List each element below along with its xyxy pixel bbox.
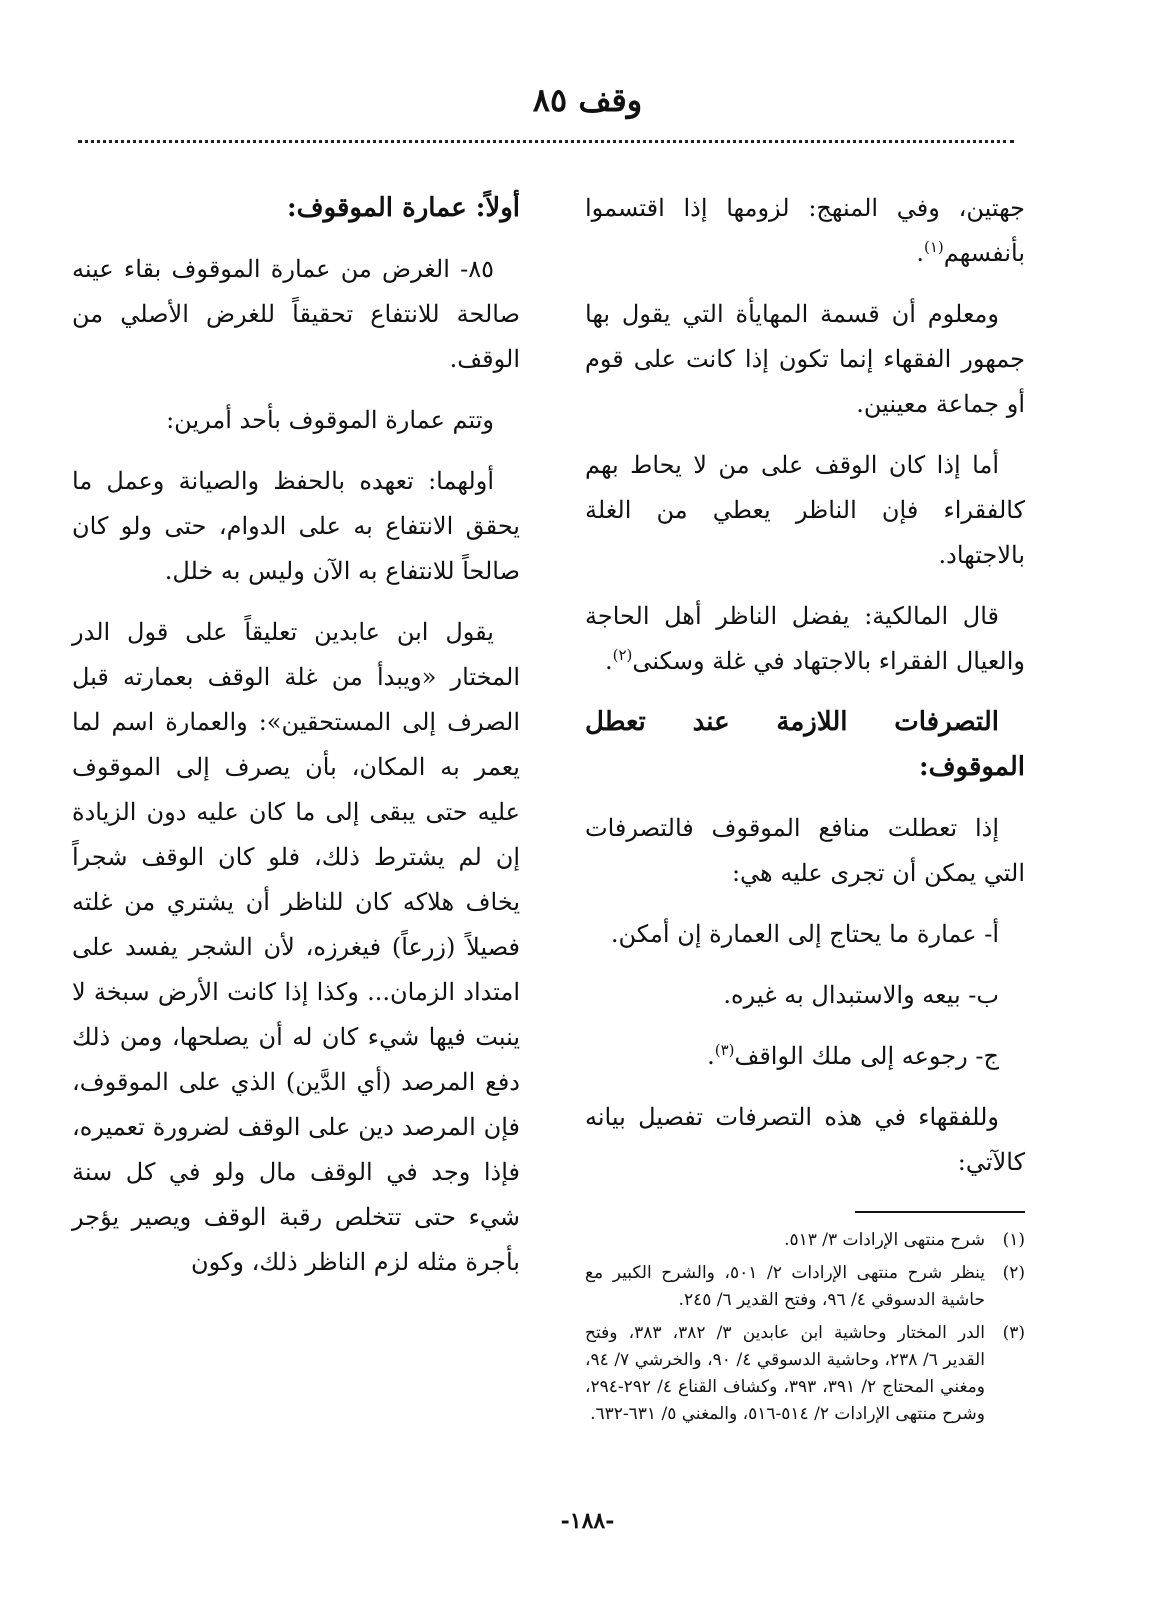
paragraph-end: . [916, 239, 924, 267]
dotted-header-rule [78, 140, 1014, 143]
list-item: أ- عمارة ما يحتاج إلى العمارة إن أمكن. [610, 920, 999, 948]
footnote-number: (١) [1002, 1230, 1025, 1250]
footnotes [585, 1227, 1025, 1428]
list-item-end: . [707, 1042, 715, 1070]
paragraph: أولهما: تعهده بالحفظ والصيانة وعمل ما يحقق الانتفاع به على الدوام، حتى ولو كان صالحاً للانتفاع به الآن وليس به خلل. [72, 467, 520, 585]
list-item [585, 1034, 1025, 1079]
footnote-text: الدر المختار وحاشية ابن عابدين ٣/ ٣٨٢، ٣٨٣، وفتح القدير ٦/ ٢٣٨، وحاشية الدسوقي ٤/ ٩٠، والخرشي ٧/ ٩٤، ومغني المحتاج ٢/ ٣٩١، ٣٩٣، وكشاف القناع ٤/ ٢٩٢-٢٩٤، وشرح منتهى الإرادات ٢/ ٥١٤-٥١٦، والمغني ٥/ ٦٣١-٦٣٢. [585, 1323, 985, 1424]
right-column [585, 186, 1025, 1434]
page-number: -١٨٨- [560, 1508, 615, 1534]
footnote-ref[interactable]: (١) [923, 238, 944, 256]
footnote-text: ينظر شرح منتهى الإرادات ٢/ ٥٠١، والشرح الكبير مع حاشية الدسوقي ٤/ ٩٦، وفتح القدير ٦/ ٢٤٥. [585, 1263, 985, 1310]
footnote-text: شرح منتهى الإرادات ٣/ ٥١٣. [784, 1230, 985, 1250]
paragraph: وللفقهاء في هذه التصرفات تفصيل بيانه كالآتي: [585, 1103, 1025, 1176]
paragraph-text: قال المالكية: يفضل الناظر أهل الحاجة والعيال الفقراء بالاجتهاد في غلة وسكنى [585, 602, 1025, 675]
section-heading: التصرفات اللازمة عند تعطل الموقوف: [585, 707, 1025, 782]
list-item-text: ج- رجوعه إلى ملك الواقف [734, 1042, 999, 1070]
section-heading: أولاً: عمارة الموقوف: [287, 193, 520, 223]
list-item: ب- بيعه والاستبدال به غيره. [723, 981, 999, 1009]
paragraph [585, 186, 1025, 276]
footnote-number: (٢) [1002, 1263, 1025, 1283]
paragraph-end: . [604, 647, 613, 675]
footnote [585, 1320, 1025, 1428]
left-column [72, 186, 520, 1301]
paragraph: إذا تعطلت منافع الموقوف فالتصرفات التي يمكن أن تجرى عليه هي: [585, 814, 1025, 887]
paragraph: يقول ابن عابدين تعليقاً على قول الدر المختار «ويبدأ من غلة الوقف بعمارته قبل الصرف إلى المستحقين»: والعمارة اسم لما يعمر به المكان، بأن يصرف إلى الموقوف عليه حتى يبقى إلى ما كان عليه دون الزيادة إن لم يشترط ذلك، فلو كان الوقف شجراً يخاف هلاكه كان للناظر أن يشتري من غلته فصيلاً (زرعاً) فيغرزه، لأن الشجر يفسد على امتداد الزمان... وكذا إذا كانت الأرض سبخة لا ينبت فيها شيء كان له أن يصلحها، ومن ذلك دفع المرصد (أي الدَّين) الذي على الموقوف، فإن المرصد دين على الوقف لضرورة تعميره، فإذا وجد في الوقف مال ولو في كل سنة شيء حتى تتخلص رقبة الوقف ويصير يؤجر بأجرة مثله لزم الناظر ذلك، وكون [72, 618, 520, 1276]
footnote-ref[interactable]: (٣) [714, 1041, 735, 1059]
footnote [585, 1260, 1025, 1314]
footnote-separator [855, 1211, 1025, 1213]
paragraph: وتتم عمارة الموقوف بأحد أمرين: [166, 406, 494, 434]
footnote [585, 1227, 1025, 1254]
paragraph [585, 594, 1025, 684]
running-header: وقف ٨٥ [532, 81, 643, 119]
paragraph: ومعلوم أن قسمة المهايأة التي يقول بها جمهور الفقهاء إنما تكون إذا كانت على قوم أو جماعة معينين. [585, 300, 1025, 418]
paragraph: أما إذا كان الوقف على من لا يحاط بهم كالفقراء فإن الناظر يعطي من الغلة بالاجتهاد. [585, 451, 1025, 569]
footnote-ref[interactable]: (٢) [612, 646, 633, 664]
footnote-number: (٣) [1002, 1323, 1025, 1343]
paragraph: ٨٥- الغرض من عمارة الموقوف بقاء عينه صالحة للانتفاع تحقيقاً للغرض الأصلي من الوقف. [72, 255, 520, 373]
paragraph-text: جهتين، وفي المنهج: لزومها إذا اقتسموا بأنفسهم [585, 194, 1025, 267]
